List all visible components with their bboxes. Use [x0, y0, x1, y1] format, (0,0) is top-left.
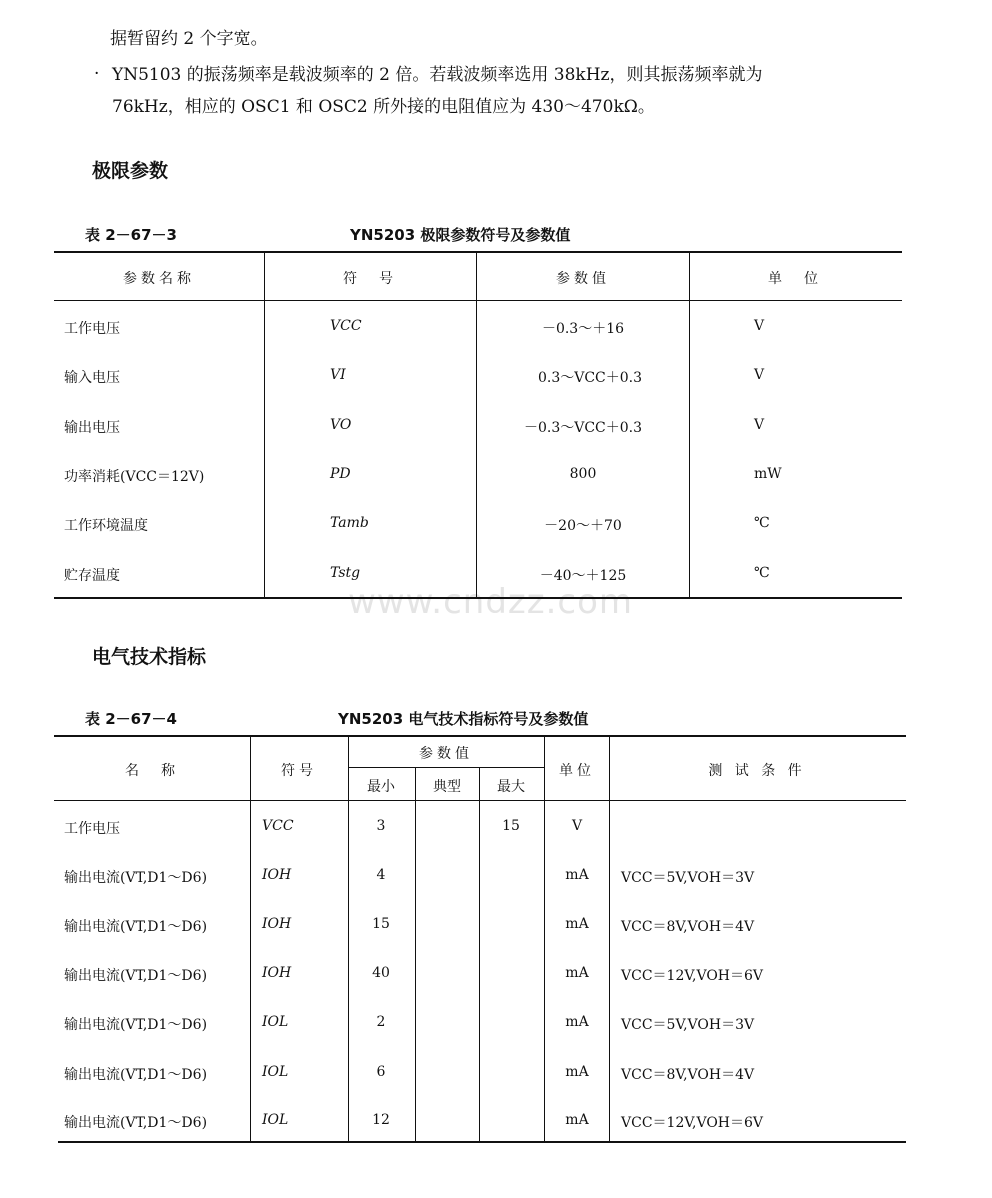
t1-row-symbol: VO: [330, 417, 352, 433]
t1-row-value: 0.3～VCC＋0.3: [537, 370, 643, 386]
t2-row-symbol: IOH: [262, 965, 292, 981]
t1-row-unit: ℃: [754, 515, 770, 531]
t1-row-name: 工作电压: [64, 321, 120, 337]
t2-row-unit: mA: [565, 1112, 589, 1128]
t2-row-name: 输出电流(VT,D1～D6): [64, 919, 208, 935]
t2-header-unit: 单位: [559, 763, 595, 779]
t1-row-symbol: Tstg: [330, 565, 361, 581]
t1-row-unit: V: [754, 417, 765, 433]
table-number-3: 表 2－67－3: [85, 226, 177, 244]
t2-row-min: 3: [376, 818, 386, 834]
t1-row-name: 工作环境温度: [64, 518, 148, 534]
t1-row-value: 800: [569, 466, 597, 482]
t1-row-symbol: PD: [330, 466, 351, 482]
t2-row-condition: VCC＝8V,VOH＝4V: [621, 1067, 755, 1083]
t1-header-unit: 单 位: [768, 271, 822, 287]
intro-line-1: 据暂留约 2 个字宽。: [110, 29, 268, 49]
t2-row-unit: mA: [565, 1064, 589, 1080]
t2-row-condition: VCC＝5V,VOH＝3V: [621, 1017, 755, 1033]
t2-row-max: 15: [502, 818, 520, 834]
t1-row-symbol: VI: [330, 367, 346, 383]
t2-row-min: 2: [376, 1014, 386, 1030]
t1-row-name: 贮存温度: [64, 568, 120, 584]
t2-row-name: 输出电流(VT,D1～D6): [64, 1115, 208, 1131]
t2-row-condition: VCC＝8V,VOH＝4V: [621, 919, 755, 935]
t2-header-typ: 典型: [433, 779, 461, 795]
t2-row-symbol: VCC: [262, 818, 294, 834]
watermark: www.cndzz.com: [348, 582, 634, 622]
t1-row-value: －40～＋125: [539, 568, 627, 584]
table-title-3: YN5203 极限参数符号及参数值: [350, 226, 571, 244]
t1-row-unit: V: [754, 318, 765, 334]
t2-row-min: 12: [372, 1112, 390, 1128]
t1-row-name: 功率消耗(VCC＝12V): [64, 469, 205, 485]
t2-row-min: 40: [372, 965, 390, 981]
t2-row-symbol: IOL: [262, 1014, 289, 1030]
t1-row-unit: V: [754, 367, 765, 383]
t2-row-symbol: IOH: [262, 867, 292, 883]
t2-row-min: 15: [372, 916, 390, 932]
t2-header-value-group: 参数值: [419, 746, 473, 762]
table-title-4: YN5203 电气技术指标符号及参数值: [338, 710, 589, 728]
t2-header-condition: 测 试 条 件: [708, 763, 806, 779]
t2-header-name: 名 称: [125, 763, 179, 779]
t2-row-unit: mA: [565, 916, 589, 932]
t2-header-symbol: 符号: [281, 763, 317, 779]
t2-row-name: 输出电流(VT,D1～D6): [64, 1067, 208, 1083]
t2-row-unit: mA: [565, 1014, 589, 1030]
t1-header-value: 参数值: [556, 271, 610, 287]
t2-row-min: 4: [376, 867, 386, 883]
t2-row-name: 输出电流(VT,D1～D6): [64, 968, 208, 984]
section-heading-limits: 极限参数: [92, 160, 169, 182]
t2-row-symbol: IOL: [262, 1064, 289, 1080]
t2-header-min: 最小: [367, 779, 395, 795]
t1-row-name: 输出电压: [64, 420, 120, 436]
t1-row-value: －20～＋70: [544, 518, 622, 534]
bullet-dot: ·: [94, 64, 100, 84]
t2-row-symbol: IOH: [262, 916, 292, 932]
t1-row-unit: mW: [754, 466, 782, 482]
t1-row-value: －0.3～＋16: [541, 321, 625, 337]
t2-row-name: 输出电流(VT,D1～D6): [64, 870, 208, 886]
t1-header-symbol: 符 号: [343, 271, 397, 287]
t1-row-symbol: VCC: [330, 318, 362, 334]
table-number-4: 表 2－67－4: [85, 710, 177, 728]
t2-header-max: 最大: [497, 779, 525, 795]
t2-row-unit: V: [571, 818, 583, 834]
t2-row-symbol: IOL: [262, 1112, 289, 1128]
intro-line-2: YN5103 的振荡频率是载波频率的 2 倍。若载波频率选用 38kHz，则其振荡频率就为: [112, 65, 763, 85]
t1-row-name: 输入电压: [64, 370, 120, 386]
t1-row-value: －0.3～VCC＋0.3: [523, 420, 643, 436]
t1-row-unit: ℃: [754, 565, 770, 581]
t2-row-name: 工作电压: [64, 821, 120, 837]
t2-row-unit: mA: [565, 965, 589, 981]
t2-row-condition: VCC＝12V,VOH＝6V: [621, 1115, 764, 1131]
t2-row-condition: VCC＝5V,VOH＝3V: [621, 870, 755, 886]
t1-header-name: 参数名称: [123, 271, 195, 287]
t2-row-name: 输出电流(VT,D1～D6): [64, 1017, 208, 1033]
intro-line-3: 76kHz，相应的 OSC1 和 OSC2 所外接的电阻值应为 430～470kΩ。: [112, 97, 655, 117]
t2-row-min: 6: [376, 1064, 386, 1080]
t2-row-unit: mA: [565, 867, 589, 883]
section-heading-electrical: 电气技术指标: [92, 646, 207, 668]
t1-row-symbol: Tamb: [330, 515, 369, 531]
t2-row-condition: VCC＝12V,VOH＝6V: [621, 968, 764, 984]
